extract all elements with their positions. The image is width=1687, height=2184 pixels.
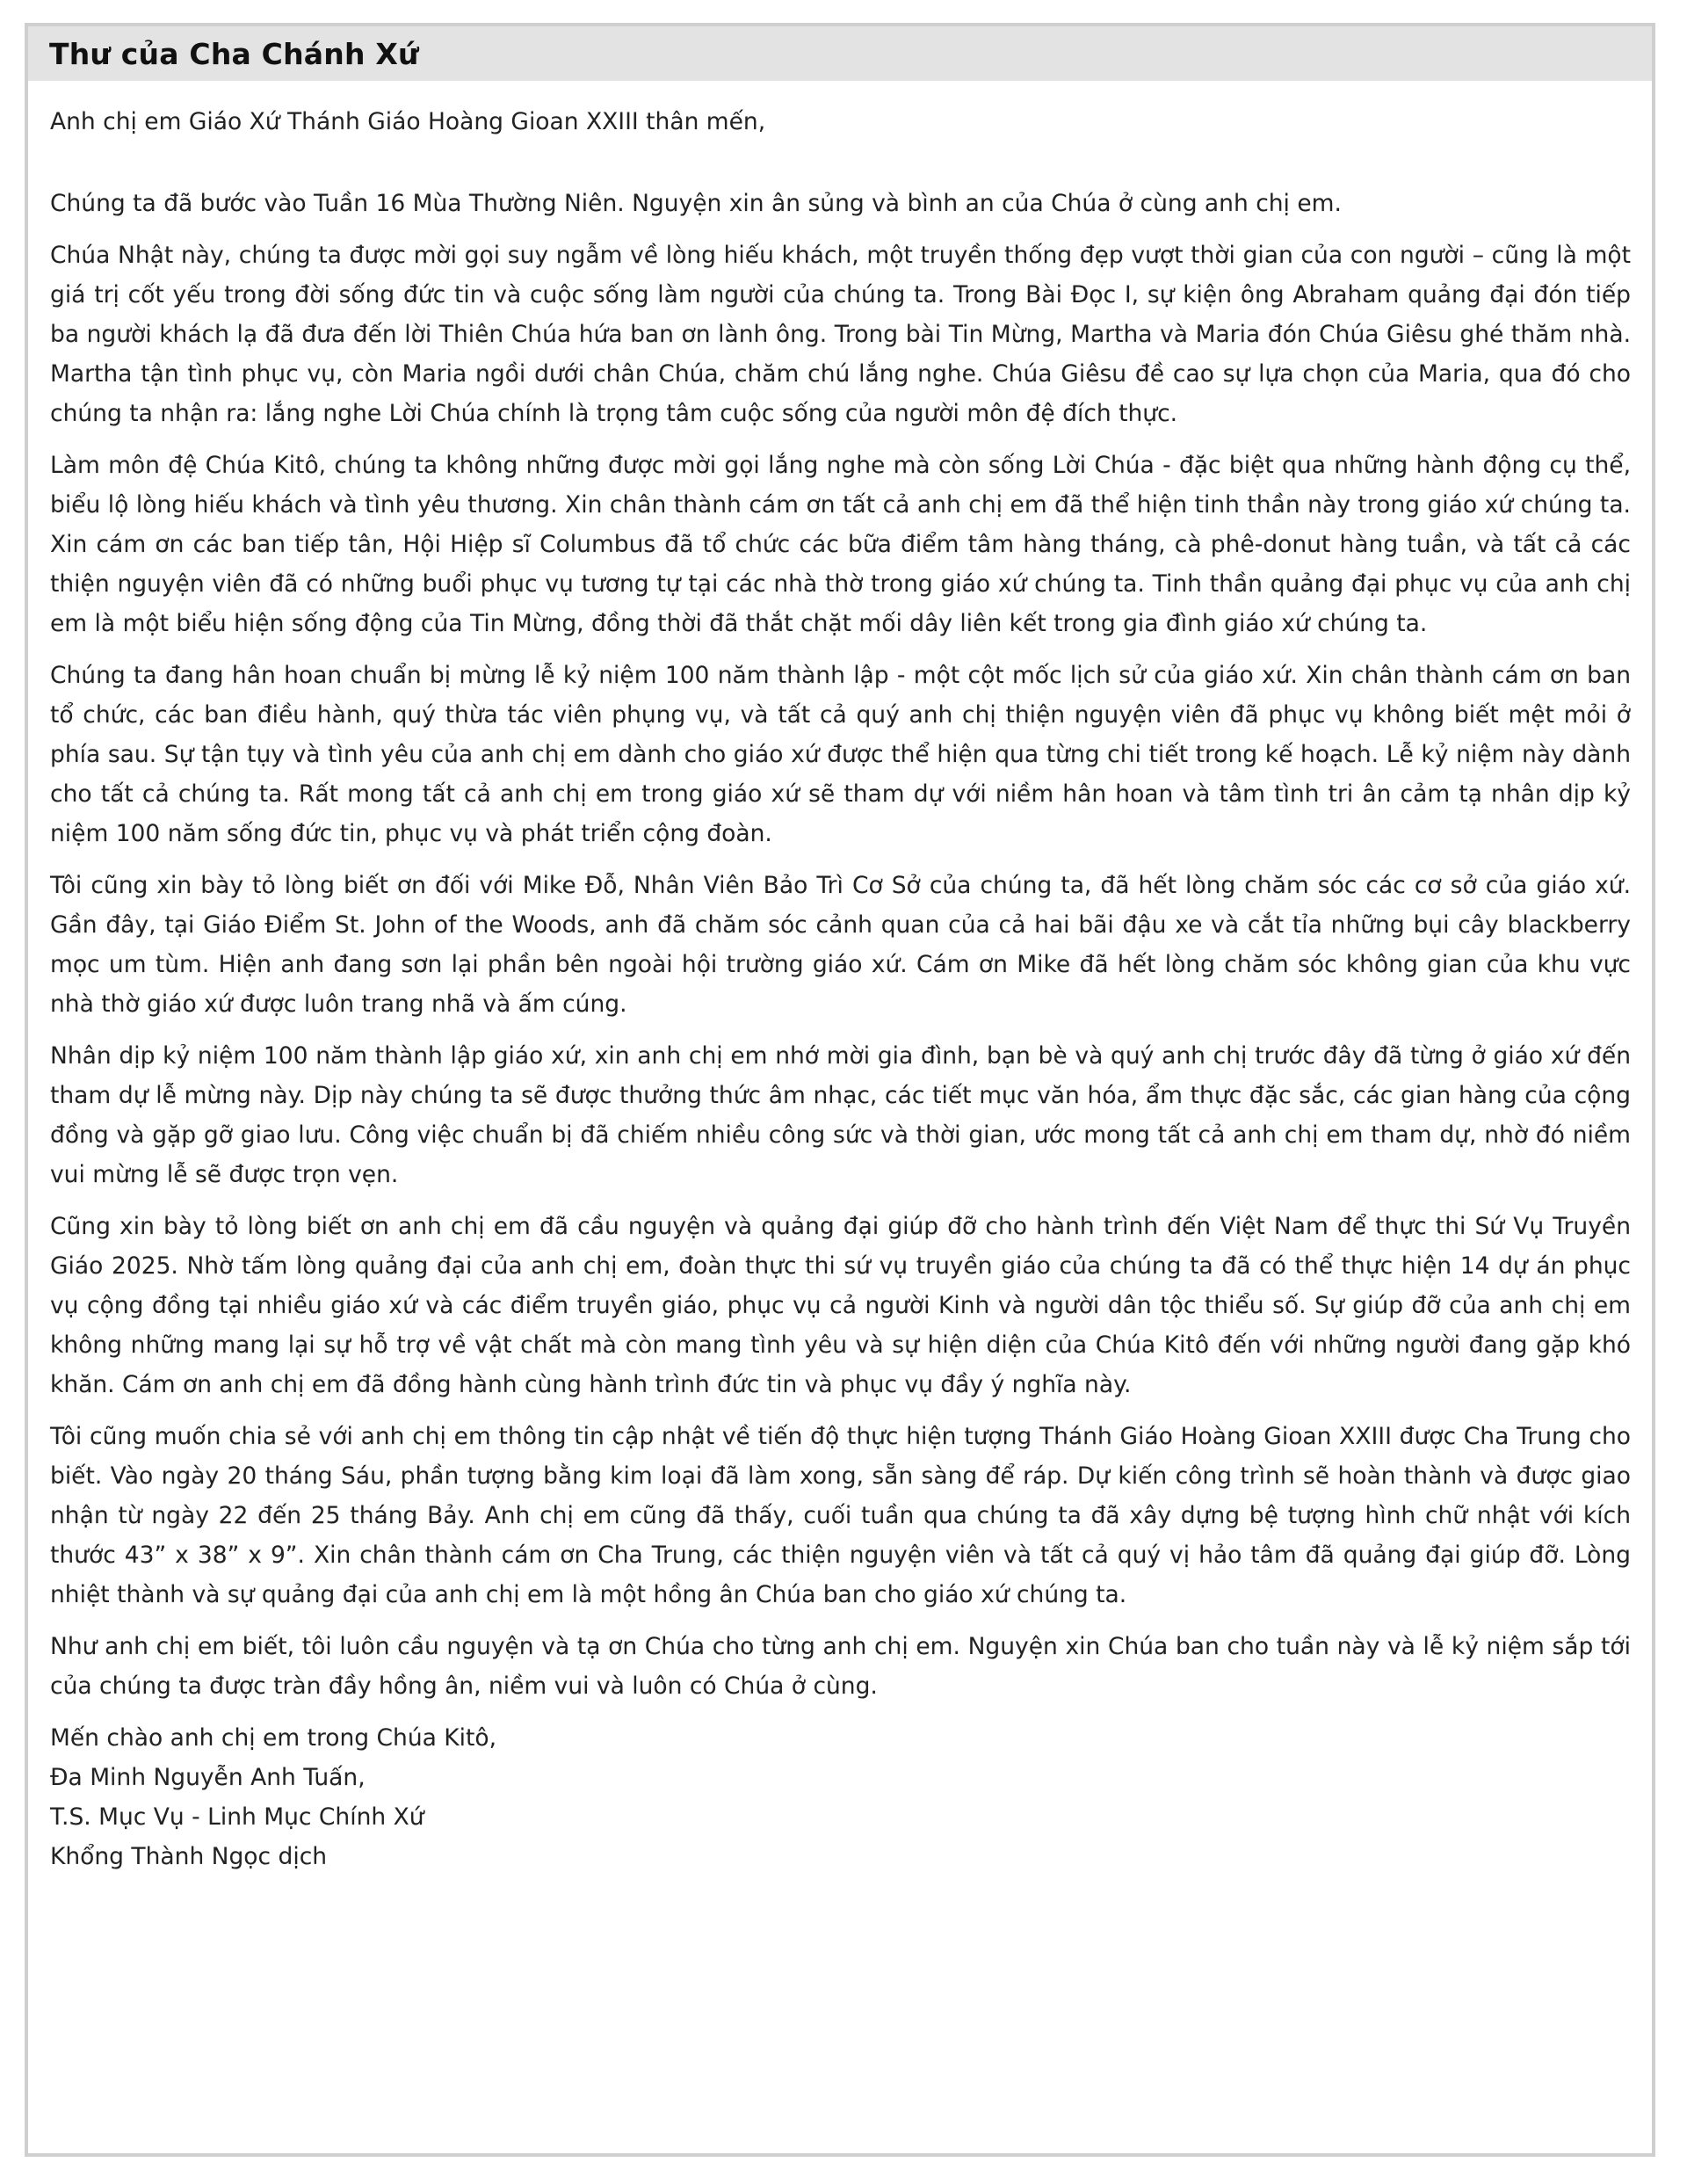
paragraph-centennial: Chúng ta đang hân hoan chuẩn bị mừng lễ kỷ niệm 100 năm thành lập - một cột mốc lịch sử của giáo xứ. Xin chân thành cám ơn ban tổ chức, các ban điều hành, quý thừa tác viên phụng vụ, và tất cả quý anh chị thiện nguyện viên đã phục vụ không biết mệt mỏi ở phía sau. Sự tận tụy và tình yêu của anh chị em dành cho giáo xứ được thể hiện qua từng chi tiết trong kế hoạch. Lễ kỷ niệm này dành cho tất cả chúng ta. Rất mong tất cả anh chị em trong giáo xứ sẽ tham dự với niềm hân hoan và tâm tình tri ân cảm tạ nhân dịp kỷ niệm 100 năm sống đức tin, phục vụ và phát triển cộng đoàn.: [50, 662, 1631, 847]
paragraph-invitation: Nhân dịp kỷ niệm 100 năm thành lập giáo xứ, xin anh chị em nhớ mời gia đình, bạn bè và quý anh chị trước đây đã từng ở giáo xứ đến tham dự lễ mừng này. Dịp này chúng ta sẽ được thưởng thức âm nhạc, các tiết mục văn hóa, ẩm thực đặc sắc, các gian hàng của cộng đồng và gặp gỡ giao lưu. Công việc chuẩn bị đã chiếm nhiều công sức và thời gian, ước mong tất cả anh chị em tham dự, nhờ đó niềm vui mừng lễ sẽ được trọn vẹn.: [50, 1042, 1631, 1188]
signature-translator: Khổng Thành Ngọc dịch: [50, 1843, 328, 1870]
letter-greeting: Anh chị em Giáo Xứ Thánh Giáo Hoàng Gioan XXIII thân mến,: [50, 108, 766, 135]
paragraph-statue: Tôi cũng muốn chia sẻ với anh chị em thông tin cập nhật về tiến độ thực hiện tượng Thánh Giáo Hoàng Gioan XXIII được Cha Trung cho biết. Vào ngày 20 tháng Sáu, phần tượng bằng kim loại đã làm xong, sẵn sàng để ráp. Dự kiến công trình sẽ hoàn thành và được giao nhận từ ngày 22 đến 25 tháng Bảy. Anh chị em cũng đã thấy, cuối tuần qua chúng ta đã xây dựng bệ tượng hình chữ nhật với kích thước 43” x 38” x 9”. Xin chân thành cám ơn Cha Trung, các thiện nguyện viên và tất cả quý vị hảo tâm đã quảng đại giúp đỡ. Lòng nhiệt thành và sự quảng đại của anh chị em là một hồng ân Chúa ban cho giáo xứ chúng ta.: [50, 1423, 1631, 1608]
signature-closing: Mến chào anh chị em trong Chúa Kitô,: [50, 1724, 497, 1752]
signature-block: [50, 1718, 1631, 1876]
paragraph-mission: Cũng xin bày tỏ lòng biết ơn anh chị em đã cầu nguyện và quảng đại giúp đỡ cho hành trình đến Việt Nam để thực thi Sứ Vụ Truyền Giáo 2025. Nhờ tấm lòng quảng đại của anh chị em, đoàn thực thi sứ vụ truyền giáo của chúng ta đã có thể thực hiện 14 dự án phục vụ cộng đồng tại nhiều giáo xứ và các điểm truyền giáo, phục vụ cả người Kinh và người dân tộc thiểu số. Sự giúp đỡ của anh chị em không những mang lại sự hỗ trợ về vật chất mà còn mang tình yêu và sự hiện diện của Chúa Kitô đến với những người đang gặp khó khăn. Cám ơn anh chị em đã đồng hành cùng hành trình đức tin và phục vụ đầy ý nghĩa này.: [50, 1213, 1631, 1398]
paragraph-intro: Chúng ta đã bước vào Tuần 16 Mùa Thường Niên. Nguyện xin ân sủng và bình an của Chúa ở cùng anh chị em.: [50, 190, 1342, 217]
paragraph-closing-prayer: Như anh chị em biết, tôi luôn cầu nguyện và tạ ơn Chúa cho từng anh chị em. Nguyện xin Chúa ban cho tuần này và lễ kỷ niệm sắp tới của chúng ta được tràn đầy hồng ân, niềm vui và luôn có Chúa ở cùng.: [50, 1633, 1631, 1700]
paragraph-maintenance: Tôi cũng xin bày tỏ lòng biết ơn đối với Mike Đỗ, Nhân Viên Bảo Trì Cơ Sở của chúng ta, đã hết lòng chăm sóc các cơ sở của giáo xứ. Gần đây, tại Giáo Điểm St. John of the Woods, anh đã chăm sóc cảnh quan của cả hai bãi đậu xe và cắt tỉa những bụi cây blackberry mọc um tùm. Hiện anh đang sơn lại phần bên ngoài hội trường giáo xứ. Cám ơn Mike đã hết lòng chăm sóc không gian của khu vực nhà thờ giáo xứ được luôn trang nhã và ấm cúng.: [50, 872, 1631, 1018]
signature-role: T.S. Mục Vụ - Linh Mục Chính Xứ: [50, 1803, 424, 1831]
letter-header: [28, 26, 1652, 81]
signature-name: Đa Minh Nguyễn Anh Tuấn,: [50, 1764, 366, 1791]
letter-title: Thư của Cha Chánh Xứ: [49, 36, 419, 71]
paragraph-discipleship: Làm môn đệ Chúa Kitô, chúng ta không những được mời gọi lắng nghe mà còn sống Lời Chúa - đặc biệt qua những hành động cụ thể, biểu lộ lòng hiếu khách và tình yêu thương. Xin chân thành cám ơn tất cả anh chị em đã thể hiện tinh thần này trong giáo xứ chúng ta. Xin cám ơn các ban tiếp tân, Hội Hiệp sĩ Columbus đã tổ chức các bữa điểm tâm hàng tháng, cà phê-donut hàng tuần, và tất cả các thiện nguyện viên đã có những buổi phục vụ tương tự tại các nhà thờ trong giáo xứ chúng ta. Tinh thần quảng đại phục vụ của anh chị em là một biểu hiện sống động của Tin Mừng, đồng thời đã thắt chặt mối dây liên kết trong gia đình giáo xứ chúng ta.: [50, 452, 1631, 637]
paragraph-hospitality: Chúa Nhật này, chúng ta được mời gọi suy ngẫm về lòng hiếu khách, một truyền thống đẹp vượt thời gian của con người – cũng là một giá trị cốt yếu trong đời sống đức tin và cuộc sống làm người của chúng ta. Trong Bài Đọc I, sự kiện ông Abraham quảng đại đón tiếp ba người khách lạ đã đưa đến lời Thiên Chúa hứa ban ơn lành ông. Trong bài Tin Mừng, Martha và Maria đón Chúa Giêsu ghé thăm nhà. Martha tận tình phục vụ, còn Maria ngồi dưới chân Chúa, chăm chú lắng nghe. Chúa Giêsu đề cao sự lựa chọn của Maria, qua đó cho chúng ta nhận ra: lắng nghe Lời Chúa chính là trọng tâm cuộc sống của người môn đệ đích thực.: [50, 242, 1631, 427]
letter-body: [28, 81, 1652, 1876]
letter-frame: [25, 23, 1655, 2157]
